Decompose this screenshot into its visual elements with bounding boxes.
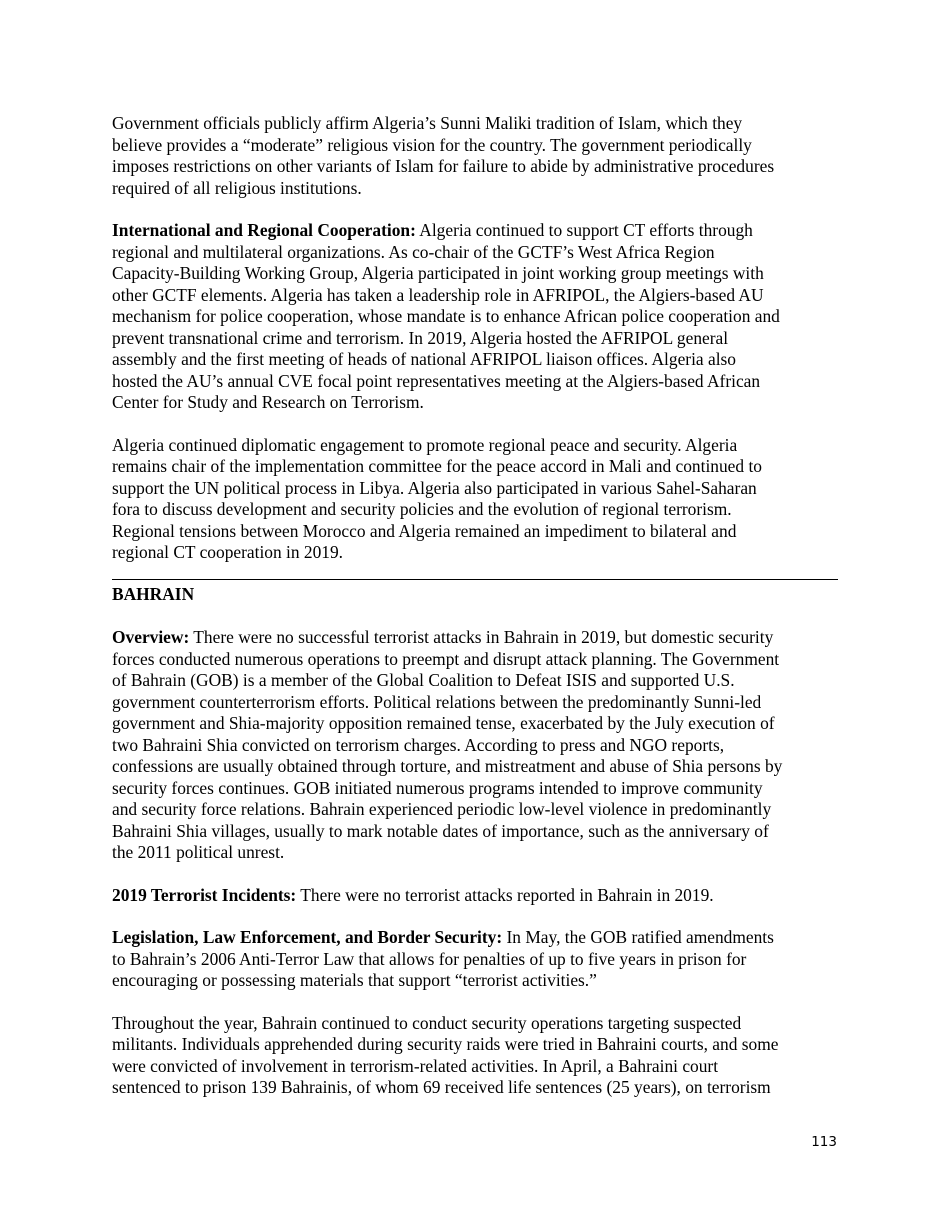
text-line: imposes restrictions on other variants of Islam for failure to abide by administrative procedures bbox=[112, 156, 775, 176]
paragraph-heading: 2019 Terrorist Incidents: bbox=[112, 884, 297, 905]
text-line bbox=[112, 885, 714, 907]
text-line: assembly and the first meeting of heads of national AFRIPOL liaison offices. Algeria also bbox=[112, 349, 737, 369]
text-line: government and Shia-majority opposition remained tense, exacerbated by the July execution of bbox=[112, 713, 775, 733]
paragraph-text: Algeria continued to support CT efforts through bbox=[415, 220, 753, 240]
text-line: encouraging or possessing materials that support “terrorist activities.” bbox=[112, 970, 597, 990]
text-line: government counterterrorism efforts. Political relations between the predominantly Sunni-led bbox=[112, 691, 762, 712]
text-line: fora to discuss development and security policies and the evolution of regional terrorism. bbox=[112, 499, 732, 519]
text-line: believe provides a “moderate” religious vision for the country. The government periodically bbox=[112, 134, 752, 155]
text-line: sentenced to prison 139 Bahrainis, of whom 69 received life sentences (25 years), on terrorism bbox=[112, 1077, 771, 1097]
text-line: mechanism for police cooperation, whose mandate is to enhance African police cooperation and bbox=[112, 306, 780, 326]
text-line: the 2011 political unrest. bbox=[112, 842, 285, 862]
text-line: hosted the AU’s annual CVE focal point representatives meeting at the Algiers-based African bbox=[112, 370, 761, 391]
text-line: regional and multilateral organizations. As co-chair of the GCTF’s West Africa Region bbox=[112, 241, 715, 262]
text-line: two Bahraini Shia convicted on terrorism charges. According to press and NGO reports, bbox=[112, 734, 725, 755]
text-line: militants. Individuals apprehended during security raids were tried in Bahraini courts, and some bbox=[112, 1034, 779, 1054]
text-line: prevent transnational crime and terrorism. In 2019, Algeria hosted the AFRIPOL general bbox=[112, 327, 729, 348]
text-line: Capacity-Building Working Group, Algeria participated in joint working group meetings with bbox=[112, 263, 764, 283]
paragraph-heading: International and Regional Cooperation: bbox=[112, 220, 416, 240]
text-line: forces conducted numerous operations to preempt and disrupt attack planning. The Government bbox=[112, 648, 780, 669]
text-line: and security force relations. Bahrain experienced periodic low-level violence in predominantly bbox=[112, 799, 772, 819]
paragraph-heading: Overview: bbox=[112, 627, 190, 647]
paragraph-text: There were no successful terrorist attacks in Bahrain in 2019, but domestic security bbox=[189, 627, 774, 647]
text-line bbox=[112, 220, 753, 242]
text-line: Bahraini Shia villages, usually to mark notable dates of importance, such as the anniversary of bbox=[112, 820, 769, 841]
text-line: regional CT cooperation in 2019. bbox=[112, 542, 344, 562]
text-line: Throughout the year, Bahrain continued to conduct security operations targeting suspected bbox=[112, 1012, 742, 1033]
section-divider bbox=[112, 579, 838, 580]
text-line bbox=[112, 927, 774, 949]
paragraph-text: In May, the GOB ratified amendments bbox=[502, 927, 774, 947]
text-line bbox=[112, 627, 773, 649]
text-line: support the UN political process in Libya. Algeria also participated in various Sahel-Saharan bbox=[112, 477, 757, 498]
text-line: Algeria continued diplomatic engagement to promote regional peace and security. Algeria bbox=[112, 434, 738, 455]
text-line: confessions are usually obtained through torture, and mistreatment and abuse of Shia persons by bbox=[112, 756, 783, 776]
text-line: required of all religious institutions. bbox=[112, 177, 362, 198]
paragraph-text: There were no terrorist attacks reported in Bahrain in 2019. bbox=[296, 884, 714, 905]
text-line: of Bahrain (GOB) is a member of the Global Coalition to Defeat ISIS and supported U.S. bbox=[112, 670, 735, 690]
text-line: Regional tensions between Morocco and Algeria remained an impediment to bilateral and bbox=[112, 520, 737, 541]
text-line: Government officials publicly affirm Algeria’s Sunni Maliki tradition of Islam, which they bbox=[112, 113, 743, 133]
text-line: remains chair of the implementation committee for the peace accord in Mali and continued to bbox=[112, 456, 762, 476]
text-line: were convicted of involvement in terrorism-related activities. In April, a Bahraini court bbox=[112, 1055, 719, 1076]
text-line: other GCTF elements. Algeria has taken a leadership role in AFRIPOL, the Algiers-based AU bbox=[112, 284, 764, 305]
section-title: BAHRAIN bbox=[112, 584, 195, 604]
text-line: security forces continues. GOB initiated numerous programs intended to improve community bbox=[112, 777, 763, 798]
text-line: Center for Study and Research on Terrorism. bbox=[112, 392, 424, 412]
paragraph-heading: Legislation, Law Enforcement, and Border Security: bbox=[112, 927, 503, 947]
page-number: 113 bbox=[811, 1134, 837, 1150]
text-line: to Bahrain’s 2006 Anti-Terror Law that allows for penalties of up to five years in prison for bbox=[112, 948, 747, 969]
